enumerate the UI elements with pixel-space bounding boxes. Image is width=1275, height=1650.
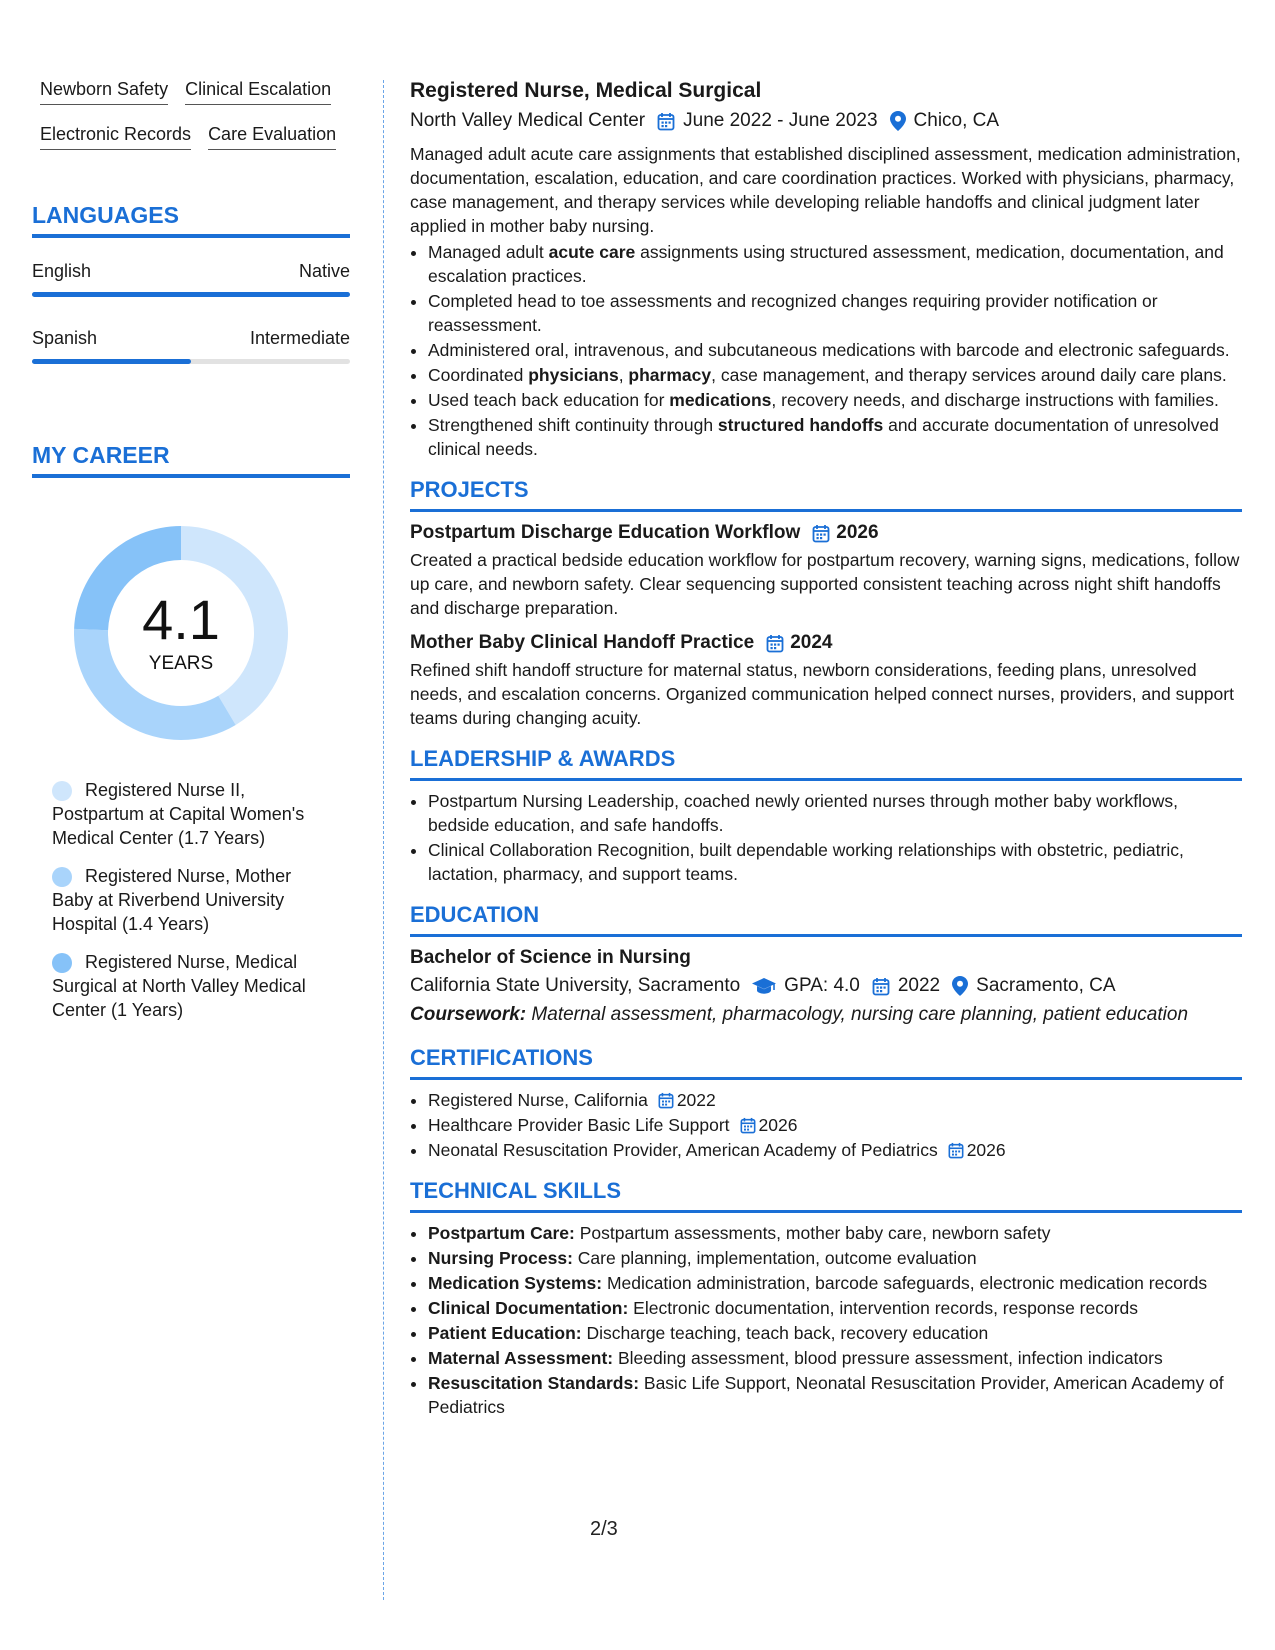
column-divider (383, 80, 384, 1600)
calendar-icon (658, 1092, 674, 1109)
education-year: 2022 (897, 975, 941, 996)
career-section (32, 442, 350, 1022)
language-level: Intermediate (249, 328, 350, 348)
career-legend (32, 778, 350, 1022)
language-row (32, 260, 350, 282)
project-year: 2026 (836, 522, 879, 543)
legend-dot (52, 867, 72, 887)
job-bullet: • Coordinated physicians, pharmacy, case management, and therapy services around daily care plans. (428, 363, 1242, 387)
project-desc: Created a practical bedside education workflow for postpartum recovery, warning signs, medications, follow up care, and newborn safety. Clear sequencing supported consistent teaching across night shift handoffs and discharge preparation. (410, 550, 1240, 618)
certification-item: • Neonatal Resuscitation Provider, American Academy of Pediatrics 2026 (428, 1138, 1242, 1162)
skill-chips (32, 78, 350, 150)
left-column (32, 78, 350, 1036)
project-title (410, 630, 1242, 656)
language-bar-fill (32, 292, 350, 297)
leadership-item: • Postpartum Nursing Leadership, coached newly oriented nurses through mother baby workflows, bedside education, and safe handoffs. (428, 789, 1242, 837)
skill-chip: Clinical Escalation (185, 78, 331, 105)
technical-skill-item: • Maternal Assessment: Bleeding assessment, blood pressure assessment, infection indicators (428, 1346, 1242, 1370)
coursework-label: Coursework: (410, 1004, 527, 1025)
page-number: 2/3 (590, 1518, 618, 1540)
leadership-list (410, 789, 1242, 886)
technical-skill-item: • Nursing Process: Care planning, implementation, outcome evaluation (428, 1246, 1242, 1270)
technical-skills-heading: TECHNICAL SKILLS (410, 1178, 1242, 1213)
career-heading: MY CAREER (32, 442, 350, 478)
certification-item: • Registered Nurse, California 2022 (428, 1088, 1242, 1112)
career-donut-chart (66, 518, 296, 748)
calendar-icon (872, 977, 890, 996)
leadership-item: • Clinical Collaboration Recognition, built dependable working relationships with obstetric, pediatric, lactation, pharmacy, and support teams. (428, 838, 1242, 886)
career-legend-item (52, 950, 322, 1022)
calendar-icon (657, 112, 675, 131)
calendar-icon (766, 634, 784, 653)
graduation-cap-icon (752, 977, 776, 995)
career-legend-item (52, 864, 322, 936)
job-location: Chico, CA (913, 110, 1000, 131)
technical-skill-item: • Resuscitation Standards: Basic Life Support, Neonatal Resuscitation Provider, American Academy of Pediatrics (428, 1371, 1242, 1419)
calendar-icon (740, 1117, 756, 1134)
project-year: 2024 (790, 632, 833, 653)
education-location: Sacramento, CA (976, 975, 1116, 996)
coursework-text: Maternal assessment, pharmacology, nursing care planning, patient education (531, 1004, 1189, 1025)
certification-item: • Healthcare Provider Basic Life Support 2026 (428, 1113, 1242, 1137)
education-meta (410, 973, 1242, 999)
calendar-icon (812, 524, 830, 543)
education-coursework (410, 1001, 1242, 1029)
career-legend-text: Registered Nurse, Mother Baby at Riverbend University Hospital (1.4 Years) (52, 866, 292, 934)
technical-skills-list (410, 1221, 1242, 1419)
career-legend-text: Registered Nurse, Medical Surgical at North Valley Medical Center (1 Years) (52, 952, 306, 1020)
location-pin-icon (952, 976, 968, 996)
location-pin-icon (890, 111, 906, 131)
job-bullet: • Completed head to toe assessments and recognized changes requiring provider notification or reassessment. (428, 289, 1242, 337)
technical-skill-item: • Patient Education: Discharge teaching, teach back, recovery education (428, 1321, 1242, 1345)
job-bullet: • Used teach back education for medications, recovery needs, and discharge instructions with families. (428, 388, 1242, 412)
certifications-list (410, 1088, 1242, 1162)
legend-dot (52, 781, 72, 801)
language-level: Native (298, 261, 350, 281)
job-company: North Valley Medical Center (410, 110, 646, 131)
right-column (410, 78, 1242, 1420)
legend-dot (52, 953, 72, 973)
career-total-label: YEARS (148, 653, 214, 674)
job-dates: June 2022 - June 2023 (683, 110, 878, 131)
project-desc: Refined shift handoff structure for maternal status, newborn considerations, feeding plans, unresolved needs, and escalation concerns. Organized communication helped connect nurses, providers, and support teams during changing acuity. (410, 660, 1234, 728)
language-bar-fill (32, 359, 191, 364)
project-name: Postpartum Discharge Education Workflow (410, 522, 801, 543)
job-bullet: • Administered oral, intravenous, and subcutaneous medications with barcode and electronic safeguards. (428, 338, 1242, 362)
technical-skill-item: • Medication Systems: Medication administration, barcode safeguards, electronic medication records (428, 1271, 1242, 1295)
job-meta (410, 108, 1242, 134)
career-legend-text: Registered Nurse II, Postpartum at Capital Women's Medical Center (1.7 Years) (52, 780, 305, 848)
language-row (32, 327, 350, 349)
education-degree: Bachelor of Science in Nursing (410, 947, 691, 968)
language-bar (32, 359, 350, 364)
languages-heading: LANGUAGES (32, 202, 350, 238)
skill-chip: Electronic Records (40, 123, 191, 150)
technical-skill-item: • Clinical Documentation: Electronic documentation, intervention records, response records (428, 1296, 1242, 1320)
language-name: Spanish (32, 328, 98, 348)
education-gpa: GPA: 4.0 (784, 975, 860, 996)
certifications-heading: CERTIFICATIONS (410, 1045, 1242, 1080)
job-summary: Managed adult acute care assignments that established disciplined assessment, medication administration, documentation, escalation, education, and care coordination practices. Worked with physicians, pharmacy, case management, and therapy services while developing reliable handoffs and clinical judgment later applied in mother baby nursing. (410, 144, 1241, 236)
language-name: English (32, 261, 92, 281)
job-title: Registered Nurse, Medical Surgical (410, 79, 762, 102)
skill-chip: Newborn Safety (40, 78, 168, 105)
languages-section (32, 202, 350, 364)
language-bar (32, 292, 350, 297)
job-bullets (410, 240, 1242, 461)
skill-chip: Care Evaluation (208, 123, 336, 150)
project-title (410, 520, 1242, 546)
career-legend-item (52, 778, 322, 850)
job-bullet: • Strengthened shift continuity through structured handoffs and accurate documentation of unresolved clinical needs. (428, 413, 1242, 461)
projects-heading: PROJECTS (410, 477, 1242, 512)
calendar-icon (948, 1142, 964, 1159)
education-school: California State University, Sacramento (410, 975, 741, 996)
technical-skill-item: • Postpartum Care: Postpartum assessments, mother baby care, newborn safety (428, 1221, 1242, 1245)
project-name: Mother Baby Clinical Handoff Practice (410, 632, 755, 653)
leadership-heading: LEADERSHIP & AWARDS (410, 746, 1242, 781)
job-bullet: • Managed adult acute care assignments using structured assessment, medication, documentation, and escalation practices. (428, 240, 1242, 288)
education-heading: EDUCATION (410, 902, 1242, 937)
career-total-value: 4.1 (142, 588, 220, 651)
